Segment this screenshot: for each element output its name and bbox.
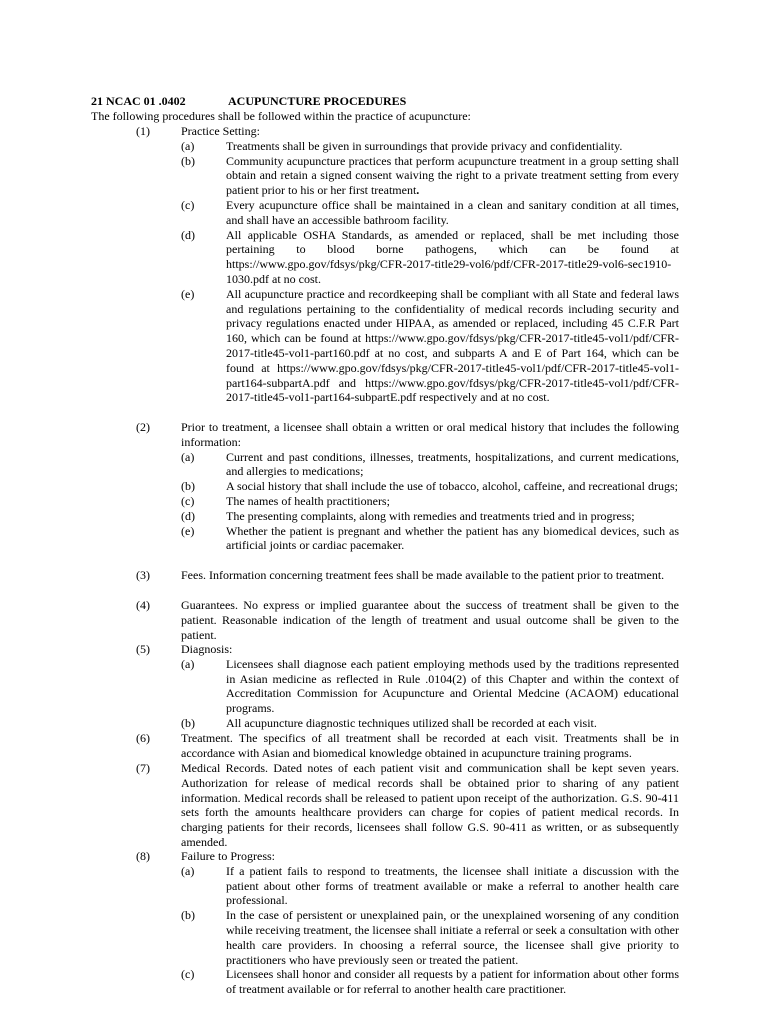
subitem-text xyxy=(226,154,679,198)
subitem xyxy=(181,198,679,228)
subitem xyxy=(181,509,679,524)
subitem-letter: (b) xyxy=(181,908,195,923)
subitem-text: Every acupuncture office shall be maintained in a clean and sanitary condition at all times, and shall have an accessible bathroom facility. xyxy=(226,197,679,227)
subitem-letter: (b) xyxy=(181,715,195,730)
subitem xyxy=(181,864,679,908)
subitem xyxy=(181,524,679,554)
item-number: (4) xyxy=(136,598,150,612)
subitem-text: All acupuncture practice and recordkeeping shall be compliant with all State and federal laws and regulations pertaining to the confidentiality of medical records including security and privacy regulations enacted under HIPAA, as amended or replaced, including 45 C.F.R Part 160, which can be found at https://www.gpo.gov/fdsys/pkg/CFR-2017-title45-vol1/pdf/CFR-2017-title45-vol1-part160.pdf at no cost, and subparts A and E of Part 164, which can be found at https://www.gpo.gov/fdsys/pkg/CFR-2017-title45-vol1/pdf/CFR-2017-title45-vol1-part164-subpartA.pdf and https://www.gpo.gov/fdsys/pkg/CFR-2017-title45-vol1/pdf/CFR-2017-title45-vol1-part164-subpartE.pdf respectively and at no cost. xyxy=(226,286,679,405)
item-treatment xyxy=(91,731,679,761)
subitem-letter: (c) xyxy=(181,967,195,982)
subitem-text: In the case of persistent or unexplained pain, or the unexplained worsening of any condition while receiving treatment, the licensee shall initiate a referral or seek a consultation with other health care providers. In choosing a referral source, the licensee shall give priority to practitioners who have previously seen or treated the patient. xyxy=(226,908,679,967)
subitem-text: Whether the patient is pregnant and whether the patient has any biomedical devices, such as artificial joints or cardiac pacemaker. xyxy=(226,523,679,553)
subitem xyxy=(181,479,679,494)
subitem-letter: (a) xyxy=(181,449,195,464)
item-number: (5) xyxy=(136,642,150,656)
subitem-letter: (b) xyxy=(181,479,195,494)
subitem-letter: (b) xyxy=(181,153,195,168)
item-text: Fees. Information concerning treatment fees shall be made available to the patient prior to treatment. xyxy=(181,568,665,582)
subitem-text-body: Community acupuncture practices that perform acupuncture treatment in a group setting shall obtain and retain a signed consent waiving the right to a private treatment setting from every patient prior to his or her first treatment xyxy=(226,153,679,198)
item-text: Medical Records. Dated notes of each patient visit and communication shall be kept seven years. Authorization for release of medical records shall be obtained prior to sharing of any patient information. Medical records shall be released to patient upon receipt of the authorization. G.S. 90-411 sets forth the amounts healthcare providers can charge for copies of patient medical records. In charging patients for their records, licensees shall follow G.S. 90-411 as written, or as subsequently amended. xyxy=(181,761,679,849)
item-number: (6) xyxy=(136,731,150,745)
item-failure-to-progress xyxy=(91,849,679,997)
subitem-text: Current and past conditions, illnesses, treatments, hospitalizations, and current medications, and allergies to medications; xyxy=(226,449,679,479)
subitem-text: All acupuncture diagnostic techniques utilized shall be recorded at each visit. xyxy=(226,715,597,730)
subitem-text: A social history that shall include the use of tobacco, alcohol, caffeine, and recreational drugs; xyxy=(226,479,678,494)
subitem-text: The presenting complaints, along with remedies and treatments tried and in progress; xyxy=(226,508,635,523)
subitem-letter: (d) xyxy=(181,508,195,523)
subitem xyxy=(181,967,679,997)
item-number: (7) xyxy=(136,761,150,775)
subitem-letter: (e) xyxy=(181,286,195,301)
subitem-text: If a patient fails to respond to treatments, the licensee shall initiate a discussion with the patient about other forms of treatment available or make a referral to another health care professional. xyxy=(226,863,679,908)
item-text: Failure to Progress: xyxy=(181,849,275,863)
subitem xyxy=(181,139,679,154)
item-text: Prior to treatment, a licensee shall obtain a written or oral medical history that includes the following information: xyxy=(181,420,679,449)
subitem xyxy=(181,154,679,198)
subitem-text-period: . xyxy=(416,183,420,198)
item-text: Practice Setting: xyxy=(181,124,260,138)
subitem-letter: (c) xyxy=(181,197,195,212)
subitem-text: The names of health practitioners; xyxy=(226,493,390,508)
intro-text: The following procedures shall be followed within the practice of acupuncture: xyxy=(91,109,471,123)
subitem-letter: (c) xyxy=(181,493,195,508)
rule-title: ACUPUNCTURE PROCEDURES xyxy=(228,94,407,108)
item-number: (2) xyxy=(136,420,150,434)
subitem-text: Licensees shall diagnose each patient employing methods used by the traditions represented in Asian medicine as reflected in Rule .0104(2) of this Chapter and within the context of Accreditation Commission for Acupuncture and Oriental Medcine (ACAOM) educational programs. xyxy=(226,656,679,716)
subitem-letter: (d) xyxy=(181,227,195,242)
item-number: (3) xyxy=(136,568,150,582)
item-number: (1) xyxy=(136,124,150,138)
subitem xyxy=(181,228,679,287)
rule-number: 21 NCAC 01 .0402 xyxy=(91,94,186,108)
subitem-letter: (a) xyxy=(181,138,195,153)
subitem xyxy=(181,450,679,480)
subitem-text: All applicable OSHA Standards, as amended or replaced, shall be met including those pertaining to blood borne pathogens, which can be found at https://www.gpo.gov/fdsys/pkg/CFR-2017-title29-vol6/pdf/CFR-2017-title29-vol6-sec1910-1030.pdf at no cost. xyxy=(226,227,679,286)
subitem xyxy=(181,908,679,967)
item-diagnosis xyxy=(91,642,679,731)
subitem-letter: (e) xyxy=(181,523,195,538)
item-text: Diagnosis: xyxy=(181,642,233,656)
item-medical-records xyxy=(91,761,679,850)
subitem-text: Treatments shall be given in surroundings that provide privacy and confidentiality. xyxy=(226,138,623,153)
item-fees xyxy=(91,568,679,583)
item-guarantees xyxy=(91,598,679,642)
item-number: (8) xyxy=(136,849,150,863)
subitem xyxy=(181,657,679,716)
subitem xyxy=(181,716,679,731)
rule-heading xyxy=(91,94,406,109)
subitem-letter: (a) xyxy=(181,656,195,671)
item-medical-history xyxy=(91,420,679,553)
item-practice-setting xyxy=(91,124,679,405)
subitem xyxy=(181,287,679,405)
subitem-letter: (a) xyxy=(181,863,195,878)
item-text: Guarantees. No express or implied guarantee about the success of treatment shall be given to the patient. Reasonable indication of the length of treatment and usual outcome shall be given to the patient. xyxy=(181,598,679,642)
item-text: Treatment. The specifics of all treatment shall be recorded at each visit. Treatments shall be in accordance with Asian and biomedical knowledge obtained in acupuncture training programs. xyxy=(181,731,679,760)
subitem-text: Licensees shall honor and consider all requests by a patient for information about other forms of treatment available or for referral to another health care practitioner. xyxy=(226,967,679,997)
subitem xyxy=(181,494,679,509)
